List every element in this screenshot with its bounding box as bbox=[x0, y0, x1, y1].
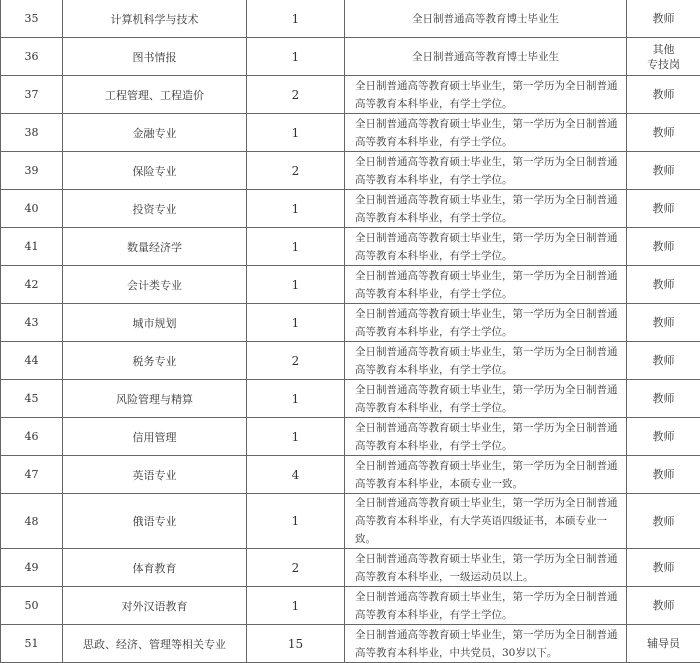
row-number: 35 bbox=[1, 0, 63, 38]
requirement-cell: 全日制普通高等教育硕士毕业生，第一学历为全日制普通高等教育本科毕业，中共党员，30岁以下。 bbox=[345, 625, 627, 663]
table-row bbox=[1, 152, 700, 190]
major-cell: 风险管理与精算 bbox=[63, 380, 247, 418]
headcount-cell: 1 bbox=[247, 114, 345, 152]
requirement-cell: 全日制普通高等教育博士毕业生 bbox=[345, 0, 627, 38]
requirement-cell: 全日制普通高等教育硕士毕业生，第一学历为全日制普通高等教育本科毕业，一级运动员以上。 bbox=[345, 549, 627, 587]
table-row bbox=[1, 38, 700, 76]
headcount-cell: 1 bbox=[247, 190, 345, 228]
headcount-cell: 2 bbox=[247, 549, 345, 587]
row-number: 47 bbox=[1, 456, 63, 494]
row-number: 40 bbox=[1, 190, 63, 228]
major-cell: 对外汉语教育 bbox=[63, 587, 247, 625]
requirement-cell: 全日制普通高等教育硕士毕业生，第一学历为全日制普通高等教育本科毕业，有学士学位。 bbox=[345, 228, 627, 266]
table-row bbox=[1, 190, 700, 228]
post-type-cell: 教师 bbox=[627, 228, 700, 266]
table-row bbox=[1, 380, 700, 418]
requirement-cell: 全日制普通高等教育硕士毕业生，第一学历为全日制普通高等教育本科毕业，有学士学位。 bbox=[345, 342, 627, 380]
headcount-cell: 1 bbox=[247, 494, 345, 549]
table-row bbox=[1, 228, 700, 266]
headcount-cell: 1 bbox=[247, 0, 345, 38]
row-number: 39 bbox=[1, 152, 63, 190]
major-cell: 图书情报 bbox=[63, 38, 247, 76]
requirement-cell: 全日制普通高等教育硕士毕业生，第一学历为全日制普通高等教育本科毕业，有学士学位。 bbox=[345, 76, 627, 114]
table-row bbox=[1, 625, 700, 663]
requirement-cell: 全日制普通高等教育硕士毕业生，第一学历为全日制普通高等教育本科毕业，有学士学位。 bbox=[345, 114, 627, 152]
table-row bbox=[1, 342, 700, 380]
table-row bbox=[1, 304, 700, 342]
post-type-cell: 教师 bbox=[627, 152, 700, 190]
headcount-cell: 1 bbox=[247, 304, 345, 342]
headcount-cell: 1 bbox=[247, 266, 345, 304]
post-type-cell: 教师 bbox=[627, 549, 700, 587]
post-type-cell: 教师 bbox=[627, 380, 700, 418]
post-type-cell: 教师 bbox=[627, 190, 700, 228]
major-cell: 工程管理、工程造价 bbox=[63, 76, 247, 114]
post-type-cell: 教师 bbox=[627, 418, 700, 456]
requirement-cell: 全日制普通高等教育硕士毕业生，第一学历为全日制普通高等教育本科毕业，有学士学位。 bbox=[345, 380, 627, 418]
post-type-cell: 教师 bbox=[627, 456, 700, 494]
major-cell: 金融专业 bbox=[63, 114, 247, 152]
row-number: 48 bbox=[1, 494, 63, 549]
major-cell: 数量经济学 bbox=[63, 228, 247, 266]
major-cell: 会计类专业 bbox=[63, 266, 247, 304]
requirement-cell: 全日制普通高等教育硕士毕业生，第一学历为全日制普通高等教育本科毕业，本硕专业一致。 bbox=[345, 456, 627, 494]
post-type-cell: 教师 bbox=[627, 76, 700, 114]
row-number: 49 bbox=[1, 549, 63, 587]
post-type-cell: 教师 bbox=[627, 494, 700, 549]
row-number: 51 bbox=[1, 625, 63, 663]
requirement-cell: 全日制普通高等教育硕士毕业生，第一学历为全日制普通高等教育本科毕业，有学士学位。 bbox=[345, 304, 627, 342]
post-type-cell: 辅导员 bbox=[627, 625, 700, 663]
table-row bbox=[1, 114, 700, 152]
major-cell: 思政、经济、管理等相关专业 bbox=[63, 625, 247, 663]
requirement-cell: 全日制普通高等教育硕士毕业生，第一学历为全日制普通高等教育本科毕业，有学士学位。 bbox=[345, 152, 627, 190]
table-body bbox=[1, 0, 700, 663]
row-number: 42 bbox=[1, 266, 63, 304]
table-row bbox=[1, 587, 700, 625]
headcount-cell: 1 bbox=[247, 38, 345, 76]
table-row bbox=[1, 266, 700, 304]
row-number: 38 bbox=[1, 114, 63, 152]
row-number: 50 bbox=[1, 587, 63, 625]
major-cell: 城市规划 bbox=[63, 304, 247, 342]
major-cell: 保险专业 bbox=[63, 152, 247, 190]
major-cell: 计算机科学与技术 bbox=[63, 0, 247, 38]
table-row bbox=[1, 0, 700, 38]
post-type-cell: 教师 bbox=[627, 0, 700, 38]
table-row bbox=[1, 549, 700, 587]
row-number: 41 bbox=[1, 228, 63, 266]
headcount-cell: 1 bbox=[247, 587, 345, 625]
major-cell: 体育教育 bbox=[63, 549, 247, 587]
major-cell: 税务专业 bbox=[63, 342, 247, 380]
table-row bbox=[1, 76, 700, 114]
table-row bbox=[1, 494, 700, 549]
requirement-cell: 全日制普通高等教育硕士毕业生，第一学历为全日制普通高等教育本科毕业，有学士学位。 bbox=[345, 266, 627, 304]
post-type-cell: 教师 bbox=[627, 266, 700, 304]
row-number: 37 bbox=[1, 76, 63, 114]
row-number: 46 bbox=[1, 418, 63, 456]
headcount-cell: 1 bbox=[247, 228, 345, 266]
headcount-cell: 1 bbox=[247, 380, 345, 418]
row-number: 45 bbox=[1, 380, 63, 418]
post-type-cell: 其他 专技岗 bbox=[627, 38, 700, 76]
table-row bbox=[1, 456, 700, 494]
headcount-cell: 2 bbox=[247, 342, 345, 380]
major-cell: 信用管理 bbox=[63, 418, 247, 456]
post-type-cell: 教师 bbox=[627, 114, 700, 152]
requirement-cell: 全日制普通高等教育硕士毕业生，第一学历为全日制普通高等教育本科毕业，有学士学位。 bbox=[345, 418, 627, 456]
headcount-cell: 2 bbox=[247, 152, 345, 190]
row-number: 44 bbox=[1, 342, 63, 380]
row-number: 36 bbox=[1, 38, 63, 76]
table-row bbox=[1, 418, 700, 456]
post-type-cell: 教师 bbox=[627, 587, 700, 625]
requirement-cell: 全日制普通高等教育硕士毕业生，第一学历为全日制普通高等教育本科毕业，有学士学位。 bbox=[345, 587, 627, 625]
major-cell: 英语专业 bbox=[63, 456, 247, 494]
requirement-cell: 全日制普通高等教育硕士毕业生，第一学历为全日制普通高等教育本科毕业，有学士学位。 bbox=[345, 190, 627, 228]
headcount-cell: 4 bbox=[247, 456, 345, 494]
headcount-cell: 1 bbox=[247, 418, 345, 456]
requirement-cell: 全日制普通高等教育硕士毕业生，第一学历为全日制普通高等教育本科毕业，有大学英语四级证书，本硕专业一致。 bbox=[345, 494, 627, 549]
headcount-cell: 15 bbox=[247, 625, 345, 663]
row-number: 43 bbox=[1, 304, 63, 342]
post-type-cell: 教师 bbox=[627, 342, 700, 380]
headcount-cell: 2 bbox=[247, 76, 345, 114]
post-type-cell: 教师 bbox=[627, 304, 700, 342]
major-cell: 俄语专业 bbox=[63, 494, 247, 549]
major-cell: 投资专业 bbox=[63, 190, 247, 228]
requirement-cell: 全日制普通高等教育博士毕业生 bbox=[345, 38, 627, 76]
